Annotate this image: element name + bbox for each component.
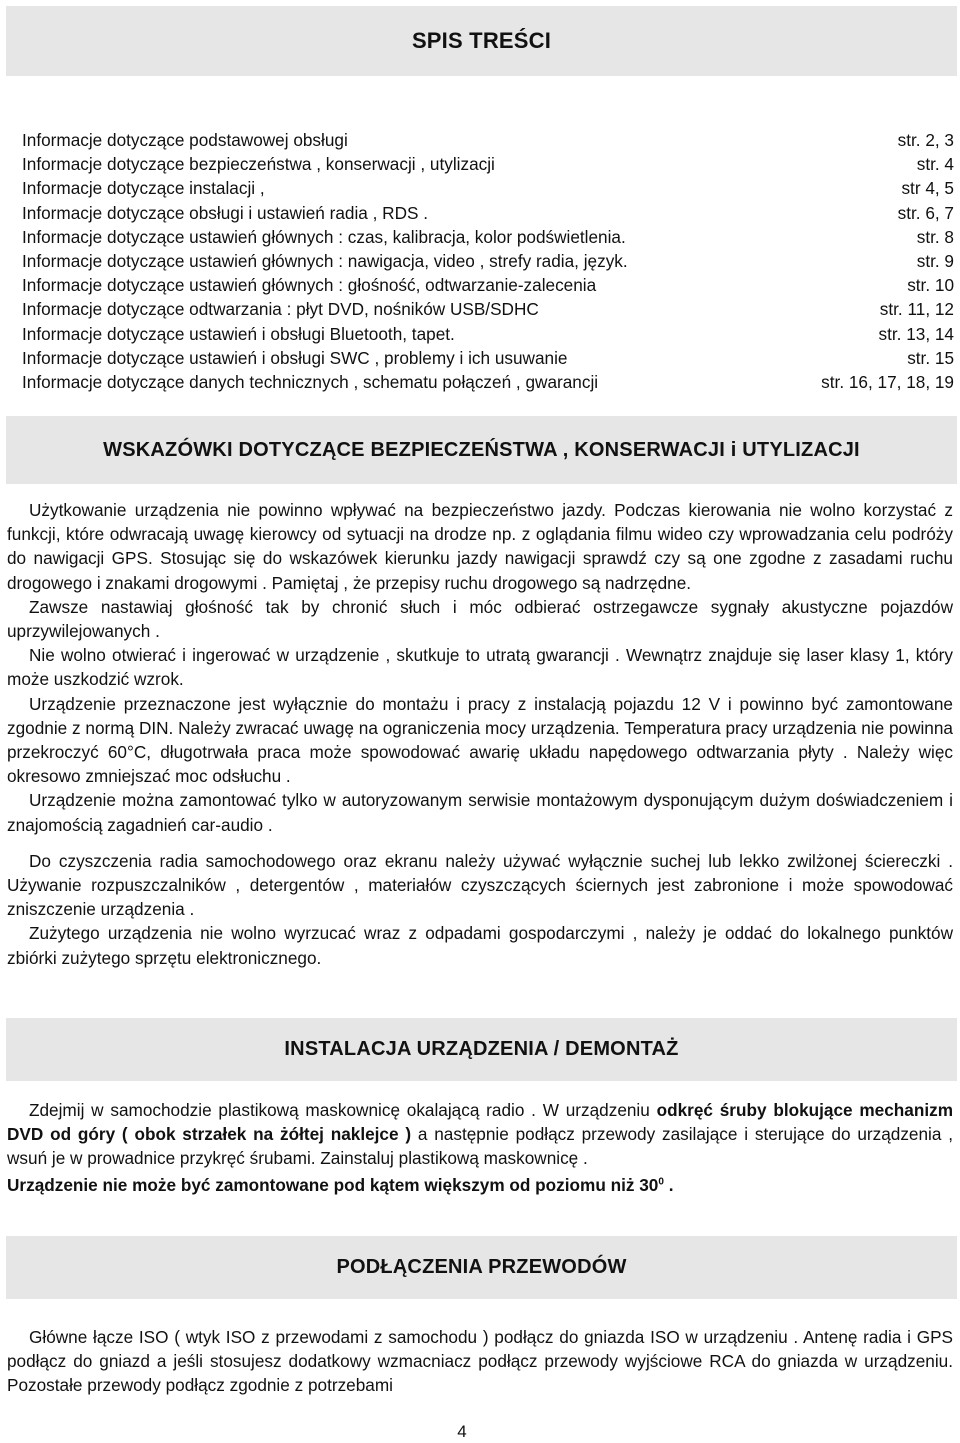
safety-paragraph: Zawsze nastawiaj głośność tak by chronić słuch i móc odbierać ostrzegawcze sygnały akustyczne pojazdów uprzywilejowanych . [7, 596, 953, 642]
toc-row [22, 346, 954, 370]
toc-row [22, 128, 954, 152]
install-text: Zdejmij w samochodzie plastikową maskownicę okalającą radio . W urządzeniu [29, 1100, 657, 1120]
toc-label: Informacje dotyczące ustawień i obsługi Bluetooth, tapet. [22, 323, 455, 344]
toc-row [22, 297, 954, 321]
safety-paragraph: Użytkowanie urządzenia nie powinno wpływać na bezpieczeństwo jazdy. Podczas kierowania nie wolno korzystać z funkcji, które odwracają uwagę kierowcy od sytuacji na drodze np. z oglądania filmu wideo czy wprowadzania celu podróży do nawigacji GPS. Stosując się do wskazówek kierunku jazdy nawigacji sprawdź czy są one zgodne z zasadami ruchu drogowego i znakami drogowymi . Pamiętaj , że przepisy ruchu drogowego są nadrzędne. [7, 500, 953, 593]
toc-page: str. 16, 17, 18, 19 [821, 371, 954, 392]
page-number: 4 [457, 1422, 467, 1441]
toc-row [22, 322, 954, 346]
toc-label: Informacje dotyczące odtwarzania : płyt DVD, nośników USB/SDHC [22, 299, 539, 320]
toc-page: str. 13, 14 [878, 323, 954, 344]
safety-paragraph: Urządzenie przeznaczone jest wyłącznie do montażu i pracy z instalacją pojazdu 12 V i powinno być zamontowane zgodnie z normą DIN. Należy zwracać uwagę na ograniczenia mocy urządzenia. Temperatura pracy urządzenia nie powinna przekroczyć 60°C, długotrwała praca może spowodować awarię układu napędowego odtwarzania płyty . Należy więc okresowo zmniejszać moc odsłuchu . [7, 693, 953, 787]
toc-page: str. 10 [907, 275, 954, 296]
toc-label: Informacje dotyczące ustawień i obsługi SWC , problemy i ich usuwanie [22, 347, 568, 368]
safety-header [6, 416, 957, 484]
install-warning-text: Urządzenie nie może być zamontowane pod kątem większym od poziomu niż 30 [7, 1175, 659, 1196]
toc-label: Informacje dotyczące danych technicznych , schematu połączeń , gwarancji [22, 371, 599, 392]
install-warning [7, 1171, 953, 1198]
toc-page: str. 15 [907, 347, 954, 368]
toc-page: str. 9 [916, 250, 954, 271]
wiring-section [7, 1325, 953, 1398]
toc-label: Informacje dotyczące instalacji , [22, 178, 265, 199]
install-header [6, 1018, 957, 1081]
safety-paragraph: Urządzenie można zamontować tylko w autoryzowanym serwisie montażowym dysponującym dużym doświadczeniem i znajomością zagadnień car-audio . [7, 790, 953, 835]
toc-label: Informacje dotyczące ustawień głównych : czas, kalibracja, kolor podświetlenia. [22, 226, 626, 247]
toc-page: str. 8 [916, 226, 954, 247]
wiring-title: PODŁĄCZENIA PRZEWODÓW [336, 1256, 627, 1278]
toc-page: str. 2, 3 [897, 130, 954, 150]
degree-superscript: 0 [658, 1176, 664, 1188]
install-section [7, 1098, 953, 1198]
toc-page: str 4, 5 [901, 178, 954, 199]
safety-paragraph: Do czyszczenia radia samochodowego oraz ekranu należy używać wyłącznie suchej lub lekko zwilżonej ściereczki . Używanie rozpuszczalników , detergentów , materiałów czyszczących ściernych jest zabronione i może spowodować zniszczenie urządzenia . [7, 850, 953, 920]
safety-section [7, 498, 953, 970]
toc-label: Informacje dotyczące ustawień głównych : głośność, odtwarzanie-zalecenia [22, 275, 597, 296]
toc-label: Informacje dotyczące ustawień głównych : nawigacja, video , strefy radia, język. [22, 250, 628, 271]
safety-paragraph: Nie wolno otwierać i ingerować w urządzenie , skutkuje to utratą gwarancji . Wewnątrz znajduje się laser klasy 1, który może uszkodzić wzrok. [7, 645, 953, 690]
toc-page: str. 11, 12 [879, 299, 954, 320]
toc-row [22, 370, 954, 394]
wiring-paragraph: Główne łącze ISO ( wtyk ISO z przewodami z samochodu ) podłącz do gniazda ISO w urządzeniu . Antenę radia i GPS podłącz do gniazd a jeśli stosujesz dodatkowy wzmacniacz podłącz przewody wyjściowe RCA do gniazda w urządzeniu. Pozostałe przewody podłącz zgodnie z potrzebami [7, 1327, 953, 1396]
toc-page: str. 6, 7 [897, 202, 954, 223]
toc-row [22, 249, 954, 273]
table-of-contents [22, 128, 954, 394]
install-text: a następnie podłącz przewody zasilające i sterujące do urządzenia , wsuń je w prowadnice przykręć śrubami. Zainstaluj plastikową maskownicę . [7, 1124, 953, 1169]
install-paragraph [7, 1098, 953, 1171]
safety-paragraph: Zużytego urządzenia nie wolno wyrzucać wraz z odpadami gospodarczymi , należy je oddać do lokalnego punktów zbiórki zużytego sprzętu elektronicznego. [7, 923, 953, 968]
paragraph-gap [7, 837, 953, 849]
toc-row [22, 176, 954, 200]
toc-title: SPIS TREŚCI [411, 28, 552, 53]
install-warning-end: . [663, 1175, 674, 1196]
install-bold-text: odkręć śruby blokujące mechanizm DVD od góry ( obok strzałek na żółtej naklejce ) [7, 1100, 953, 1145]
toc-header [6, 6, 957, 76]
toc-label: Informacje dotyczące obsługi i ustawień radia , RDS . [22, 202, 429, 223]
toc-row [22, 201, 954, 225]
safety-title: WSKAZÓWKI DOTYCZĄCE BEZPIECZEŃSTWA , KONSERWACJI i UTYLIZACJI [103, 438, 860, 461]
wiring-header [6, 1236, 957, 1299]
toc-row [22, 225, 954, 249]
toc-row [22, 152, 954, 176]
toc-label: Informacje dotyczące podstawowej obsługi [22, 130, 348, 150]
toc-row [22, 273, 954, 297]
toc-label: Informacje dotyczące bezpieczeństwa , konserwacji , utylizacji [22, 154, 495, 175]
install-title: INSTALACJA URZĄDZENIA / DEMONTAŻ [284, 1038, 679, 1060]
toc-page: str. 4 [916, 154, 954, 175]
